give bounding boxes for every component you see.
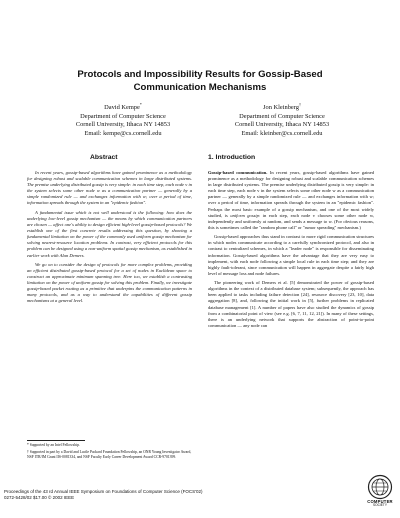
- author-marker-1: *: [139, 102, 142, 107]
- intro-text: : in each step, each node v chooses some other node w, independently and uniformly at random, and sends a message to w. (For obvious reasons, this is sometimes called the "random phone call" or "rumor spreading" mechanism.): [208, 212, 374, 230]
- author-email-2: Email: kleinber@cs.cornell.edu: [241, 129, 323, 137]
- intro-paragraph: [208, 170, 374, 231]
- intro-text: In recent years, gossip-based algorithms have gained prominence as a methodology for designing robust and scalable communication schemes in large distributed systems. The premise underlying distributed gossip is very simple: in each time step, each node v in the system selects some other node w as a communication partner — generally by a simple randomized rule — and exchanges information with w; over a period of time, information spreads through the system in an "epidemic fashion". Perhaps the most basic example of a gossip mechanism, and one of the most widely studied, is: [208, 170, 374, 218]
- author-institution-2: Cornell University, Ithaca NY 14853: [234, 121, 330, 129]
- author-email-1: Email: kempe@cs.cornell.edu: [84, 129, 162, 137]
- proceedings-line: Proceedings of the 43 rd Annual IEEE Symposium on Foundations of Computer Science (FOCS'02): [4, 489, 203, 494]
- abstract-paragraph: We go on to consider the design of protocols for more complex problems, providing an efficient distributed gossip-based protocol for a set of nodes in Euclidean space to construct an approximate minimum spanning tree. Here too, we establish a contrasting limitation on the power of uniform gossip for solving this problem. Finally, we investigate gossip-based packet routing as a primitive that underpins the communication patterns in many protocols, and as a way to understand the capabilities of different gossip mechanisms at a general level.: [27, 261, 192, 304]
- author-name-2: Jon Kleinberg†: [263, 102, 301, 112]
- author-marker-2: †: [298, 102, 301, 107]
- author-department-1: Department of Computer Science: [80, 112, 166, 120]
- intro-paragraph: The pioneering work of Demers et al. [5] demonstrated the power of gossip-based algorithms in the context of a distributed database system; subsequently, the approach has been applied to tasks including failure detection [24], resource discovery [23, 10], data aggregation [8], and, following the initial work in [5], further problems in replicated database management [1]. A number of papers have also studied the dynamics of gossip from a combinatorial point of view (see e.g. [6, 7, 11, 12, 21]). In many of these settings, there is an underlying network that supports the abstraction of point-to-point communication — any node can: [208, 280, 374, 328]
- author-block-2: [197, 101, 367, 139]
- computer-society-logo: [362, 474, 398, 516]
- author-block-1: [38, 101, 208, 139]
- proceedings-footer: [4, 489, 344, 501]
- abstract-body: [27, 170, 192, 308]
- author-department-2: Department of Computer Science: [239, 112, 325, 120]
- abstract-paragraph: In recent years, gossip-based algorithms have gained prominence as a methodology for designing robust and scalable communication schemes in large distributed systems. The premise underlying distributed gossip is very simple: in each time step, each node v in the system selects some other node w as a communication partner — generally by a simple randomized rule — and exchanges information with w; over a period of time, information spreads through the system in an "epidemic fashion".: [27, 170, 192, 206]
- intro-term: uniform gossip: [230, 212, 259, 218]
- footnote: † Supported in part by a David and Lucile Packard Foundation Fellowship, an ONR Young Investigator Award, NSF ITR/IM Grant IIS-0081334, and NSF Faculty Early Career Development Award CCR-9701399.: [27, 449, 192, 459]
- logo-text-line2: SOCIETY: [373, 503, 387, 508]
- footnote: * Supported by an Intel Fellowship.: [27, 443, 80, 447]
- copyright-line: 0272-5428/02 $17.00 © 2002 IEEE: [4, 495, 75, 501]
- introduction-body: [208, 170, 374, 332]
- ieee-computer-society-logo-icon: [367, 474, 393, 500]
- footnote-rule: [27, 440, 85, 441]
- run-in-heading: Gossip-based communication.: [208, 170, 268, 175]
- author-institution-1: Cornell University, Ithaca NY 14853: [75, 121, 171, 129]
- footnotes: [27, 443, 192, 461]
- intro-paragraph: Gossip-based approaches thus stand in contrast to more rigid communication structures in which nodes communicate according to a carefully synchronized protocol, and also in contrast to centralized schemes, in which a "leader node" is responsible for disseminating information. Gossip-based algorithms have the advantage that they are very easy to implement, with each node following a simple local rule in each time step; and they are highly fault-tolerant, since communication will happen in aggregate despite a fairly high level of message loss and node failures.: [208, 234, 374, 276]
- author-name-1: David Kempe*: [104, 102, 142, 112]
- paper-title: Protocols and Impossibility Results for Gossip-Based Communication Mechanisms: [77, 69, 323, 93]
- introduction-heading: 1. Introduction: [208, 154, 256, 161]
- logo-text-line1: COMPUTER: [367, 499, 393, 504]
- abstract-paragraph: A fundamental issue which is not well understood is the following: how does the underlying low-level gossip mechanism — the means by which communication partners are chosen — affect one's ability to design efficient high-level gossip-based protocols? We establish one of the first concrete results addressing this question, by showing a fundamental limitation on the power of the commonly used uniform gossip mechanism for solving nearest-resource location problems. In contrast, very efficient protocols for this problem can be designed using a non-uniform spatial gossip mechanism, as established in earlier work with Alan Demers.: [27, 209, 192, 258]
- abstract-heading: Abstract: [90, 154, 118, 161]
